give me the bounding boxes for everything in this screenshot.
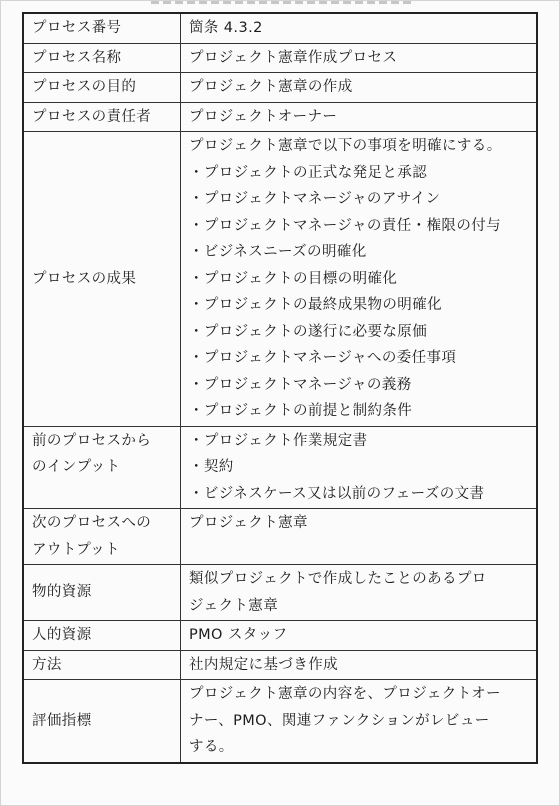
input-item: ・ビジネスケース又は以前のフェーズの文書 <box>189 485 485 502</box>
row-outputs <box>23 509 537 565</box>
value-method: 社内規定に基づき作成 <box>181 650 538 680</box>
value-physical-resources <box>181 565 538 621</box>
outcome-item: ・プロジェクトの遂行に必要な原価 <box>189 323 428 340</box>
row-evaluation <box>23 680 537 763</box>
outcome-item: ・プロジェクトの最終成果物の明確化 <box>189 297 443 313</box>
label-process-purpose: プロセスの目的 <box>23 73 181 103</box>
outcome-item: ・プロジェクトの前提と制約条件 <box>189 403 413 419</box>
process-definition-table <box>22 12 538 764</box>
label-method: 方法 <box>23 650 181 680</box>
row-process-number <box>23 13 537 43</box>
outcome-item: ・プロジェクトマネージャの責任・権限の付与 <box>189 217 502 234</box>
value-process-name: プロジェクト憲章作成プロセス <box>181 43 538 73</box>
outcome-item: ・ビジネスニーズの明確化 <box>189 244 367 260</box>
evaluation-line: プロジェクト憲章の内容を、プロジェクトオー <box>189 686 501 702</box>
row-method <box>23 650 537 680</box>
outcome-item: ・プロジェクトの目標の明確化 <box>189 270 398 287</box>
value-process-owner: プロジェクトオーナー <box>181 102 538 132</box>
outcomes-intro: プロジェクト憲章で以下の事項を明確にする。 <box>189 138 502 154</box>
label-human-resources: 人的資源 <box>23 621 181 651</box>
cropped-caption-remnant <box>151 1 411 7</box>
row-human-resources <box>23 621 537 651</box>
label-outputs-line: 次のプロセスへの <box>32 515 152 531</box>
evaluation-line: ナー、PMO、関連ファンクションがレビュー <box>189 712 490 729</box>
label-physical-resources: 物的資源 <box>23 565 181 621</box>
label-process-outcomes: プロセスの成果 <box>23 132 181 427</box>
label-inputs <box>23 426 181 509</box>
value-evaluation <box>181 680 538 763</box>
label-outputs-line: アウトプット <box>32 541 120 558</box>
label-evaluation: 評価指標 <box>23 680 181 763</box>
value-human-resources: PMO スタッフ <box>181 621 538 651</box>
value-process-outcomes <box>181 132 538 427</box>
value-outputs: プロジェクト憲章 <box>181 509 538 565</box>
outcome-item: ・プロジェクトマネージャの義務 <box>189 376 412 393</box>
physical-line: ジェクト憲章 <box>189 597 279 614</box>
row-process-name <box>23 43 537 73</box>
label-inputs-line: のインプット <box>32 459 121 475</box>
row-physical-resources <box>23 565 537 621</box>
label-process-name: プロセス名称 <box>23 43 181 73</box>
value-process-number: 箇条 4.3.2 <box>181 13 538 43</box>
value-inputs <box>181 426 538 509</box>
label-inputs-line: 前のプロセスから <box>32 432 152 449</box>
outcome-item: ・プロジェクトマネージャへの委任事項 <box>189 350 457 366</box>
row-process-outcomes <box>23 132 537 427</box>
input-item: ・契約 <box>189 459 234 475</box>
outcome-item: ・プロジェクトの正式な発足と承認 <box>189 164 428 181</box>
row-inputs <box>23 426 537 509</box>
row-process-owner <box>23 102 537 132</box>
label-outputs <box>23 509 181 565</box>
physical-line: 類似プロジェクトで作成したことのあるプロ <box>189 571 487 587</box>
outcome-item: ・プロジェクトマネージャのアサイン <box>189 191 441 207</box>
value-process-purpose: プロジェクト憲章の作成 <box>181 73 538 103</box>
label-process-owner: プロセスの責任者 <box>23 102 181 132</box>
row-process-purpose <box>23 73 537 103</box>
input-item: ・プロジェクト作業規定書 <box>189 432 368 449</box>
evaluation-line: する。 <box>189 739 234 755</box>
label-process-number: プロセス番号 <box>23 13 181 43</box>
